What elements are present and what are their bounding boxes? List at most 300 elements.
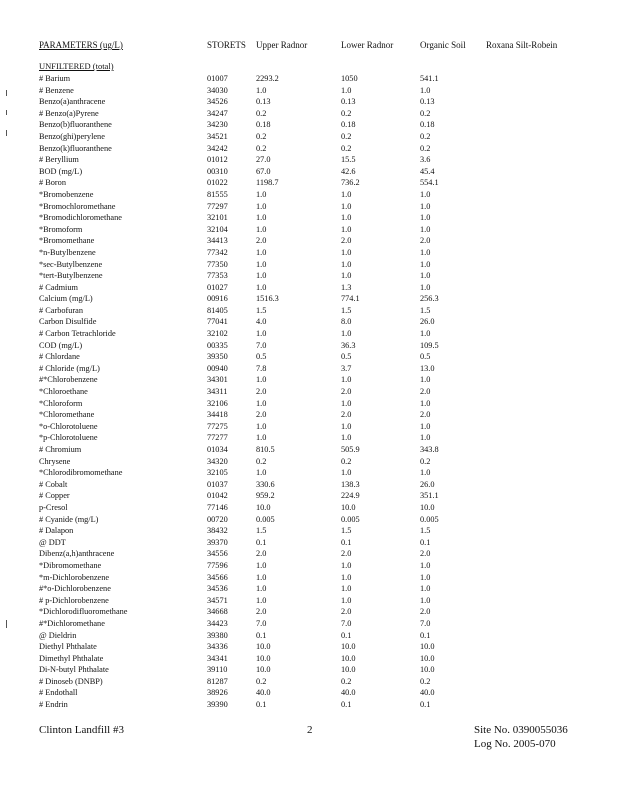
- organic-soil-value: 10.0: [420, 665, 435, 675]
- organic-soil-value: 1.0: [420, 259, 431, 269]
- storet-code: 34556: [207, 549, 228, 559]
- lower-radnor-value: 36.3: [341, 340, 356, 350]
- upper-radnor-value: 7.8: [256, 363, 267, 373]
- table-row: [0, 154, 618, 166]
- parameter-name: # Benzo(a)Pyrene: [39, 108, 99, 118]
- storet-code: 34423: [207, 618, 228, 628]
- upper-radnor-value: 2.0: [256, 387, 267, 397]
- lower-radnor-value: 1.0: [341, 595, 352, 605]
- table-row: [0, 143, 618, 155]
- lower-radnor-value: 7.0: [341, 618, 352, 628]
- storet-code: 77350: [207, 259, 228, 269]
- organic-soil-value: 0.005: [420, 514, 439, 524]
- scan-mark: [6, 130, 7, 136]
- organic-soil-value: 1.0: [420, 398, 431, 408]
- organic-soil-value: 26.0: [420, 479, 435, 489]
- table-row: [0, 653, 618, 665]
- footer-site-name: Clinton Landfill #3: [39, 724, 124, 736]
- organic-soil-value: 1.0: [420, 468, 431, 478]
- parameter-name: # Cadmium: [39, 282, 78, 292]
- parameter-name: # p-Dichlorobenzene: [39, 595, 109, 605]
- storet-code: 01034: [207, 445, 228, 454]
- upper-radnor-value: 2.0: [256, 236, 267, 246]
- parameter-name: # Chlordane: [39, 352, 80, 362]
- upper-radnor-value: 1.0: [256, 271, 267, 281]
- upper-radnor-value: 0.2: [256, 456, 267, 466]
- storet-code: 01022: [207, 178, 228, 188]
- storet-code: 32104: [207, 224, 228, 234]
- storet-code: 00310: [207, 166, 228, 176]
- header-roxana-silt: Roxana Silt-Robein: [486, 40, 558, 50]
- parameter-name: Di-N-butyl Phthalate: [39, 665, 109, 675]
- storet-code: 00940: [207, 363, 228, 373]
- table-row: [0, 595, 618, 607]
- storet-code: 34341: [207, 653, 228, 663]
- storet-code: 01042: [207, 491, 228, 501]
- table-row: [0, 351, 618, 363]
- storet-code: 00335: [207, 340, 228, 350]
- organic-soil-value: 1.0: [420, 375, 431, 385]
- lower-radnor-value: 138.3: [341, 479, 360, 489]
- parameter-name: # Beryllium: [39, 155, 79, 165]
- lower-radnor-value: 15.5: [341, 155, 356, 165]
- storet-code: 34301: [207, 375, 228, 385]
- organic-soil-value: 0.13: [420, 97, 435, 107]
- table-row: [0, 235, 618, 247]
- header-storets: STORETS: [207, 40, 246, 50]
- organic-soil-value: 256.3: [420, 294, 439, 304]
- upper-radnor-value: 0.005: [256, 514, 275, 524]
- parameter-name: # Dalapon: [39, 526, 74, 536]
- parameter-name: @ DDT: [39, 537, 66, 547]
- scan-mark: [6, 90, 7, 96]
- parameter-name: # Cyanide (mg/L): [39, 514, 99, 524]
- table-row: [0, 189, 618, 201]
- upper-radnor-value: 1.0: [256, 560, 267, 570]
- storet-code: 34311: [207, 387, 228, 397]
- parameter-name: *Dichlorodifluoromethane: [39, 607, 128, 617]
- table-row: [0, 444, 618, 456]
- upper-radnor-value: 10.0: [256, 665, 271, 675]
- table-row: [0, 363, 618, 375]
- parameter-name: Benzo(a)anthracene: [39, 97, 106, 107]
- table-row: [0, 618, 618, 630]
- table-row: [0, 421, 618, 433]
- lower-radnor-value: 1.5: [341, 305, 352, 315]
- upper-radnor-value: 0.2: [256, 108, 267, 118]
- upper-radnor-value: 1.0: [256, 247, 267, 257]
- upper-radnor-value: 0.1: [256, 700, 267, 710]
- footer-site-no: Site No. 0390055036: [474, 724, 568, 736]
- table-row: [0, 374, 618, 386]
- parameter-name: *tert-Butylbenzene: [39, 271, 103, 281]
- organic-soil-value: 1.0: [420, 213, 431, 223]
- parameter-name: Dibenz(a,h)anthracene: [39, 549, 115, 559]
- parameter-name: *Bromobenzene: [39, 189, 94, 199]
- lower-radnor-value: 774.1: [341, 294, 360, 304]
- upper-radnor-value: 0.1: [256, 630, 267, 640]
- parameter-name: # Chloride (mg/L): [39, 363, 100, 373]
- organic-soil-value: 0.1: [420, 537, 431, 547]
- organic-soil-value: 45.4: [420, 166, 435, 176]
- upper-radnor-value: 1.0: [256, 201, 267, 211]
- storet-code: 32106: [207, 398, 228, 408]
- organic-soil-value: 2.0: [420, 387, 431, 397]
- lower-radnor-value: 10.0: [341, 665, 356, 675]
- parameter-name: Calcium (mg/L): [39, 294, 93, 304]
- upper-radnor-value: 1.0: [256, 584, 267, 594]
- parameter-name: Diethyl Phthalate: [39, 642, 97, 652]
- storet-code: 34521: [207, 131, 228, 141]
- organic-soil-value: 1.0: [420, 433, 431, 443]
- lower-radnor-value: 1.0: [341, 247, 352, 257]
- table-row: [0, 398, 618, 410]
- parameter-name: # Endrin: [39, 700, 68, 710]
- storet-code: 77277: [207, 433, 228, 443]
- storet-code: 77041: [207, 317, 228, 327]
- organic-soil-value: 0.2: [420, 456, 431, 466]
- table-row: [0, 560, 618, 572]
- upper-radnor-value: 10.0: [256, 653, 271, 663]
- table-row: [0, 282, 618, 294]
- lower-radnor-value: 10.0: [341, 653, 356, 663]
- organic-soil-value: 40.0: [420, 688, 435, 698]
- upper-radnor-value: 0.13: [256, 97, 271, 107]
- parameter-name: *n-Butylbenzene: [39, 247, 96, 257]
- organic-soil-value: 0.2: [420, 143, 431, 153]
- table-row: [0, 490, 618, 502]
- lower-radnor-value: 2.0: [341, 607, 352, 617]
- lower-radnor-value: 1.5: [341, 526, 352, 536]
- upper-radnor-value: 0.2: [256, 143, 267, 153]
- upper-radnor-value: 1.0: [256, 433, 267, 443]
- organic-soil-value: 3.6: [420, 155, 431, 165]
- upper-radnor-value: 7.0: [256, 340, 267, 350]
- lower-radnor-value: 0.2: [341, 143, 352, 153]
- storet-code: 39110: [207, 665, 228, 675]
- storet-code: 77275: [207, 421, 228, 431]
- lower-radnor-value: 2.0: [341, 549, 352, 559]
- lower-radnor-value: 1.3: [341, 282, 352, 292]
- organic-soil-value: 2.0: [420, 236, 431, 246]
- storet-code: 77353: [207, 271, 228, 281]
- organic-soil-value: 554.1: [420, 178, 439, 188]
- organic-soil-value: 1.5: [420, 305, 431, 315]
- table-row: [0, 664, 618, 676]
- lower-radnor-value: 224.9: [341, 491, 360, 501]
- upper-radnor-value: 1.0: [256, 282, 267, 292]
- storet-code: 39390: [207, 700, 228, 710]
- lower-radnor-value: 2.0: [341, 410, 352, 420]
- upper-radnor-value: 1.0: [256, 375, 267, 385]
- upper-radnor-value: 1.0: [256, 572, 267, 582]
- organic-soil-value: 1.0: [420, 271, 431, 281]
- upper-radnor-value: 40.0: [256, 688, 271, 698]
- organic-soil-value: 1.0: [420, 201, 431, 211]
- table-row: [0, 456, 618, 468]
- parameter-name: # Benzene: [39, 85, 74, 95]
- storet-code: 34230: [207, 120, 228, 130]
- table-row: [0, 386, 618, 398]
- storet-code: 81405: [207, 305, 228, 315]
- upper-radnor-value: 330.6: [256, 479, 275, 489]
- organic-soil-value: 1.0: [420, 560, 431, 570]
- table-row: [0, 340, 618, 352]
- lower-radnor-value: 10.0: [341, 502, 356, 512]
- upper-radnor-value: 0.2: [256, 676, 267, 686]
- storet-code: 01027: [207, 282, 228, 292]
- table-row: [0, 537, 618, 549]
- header-organic-soil: Organic Soil: [420, 40, 466, 50]
- organic-soil-value: 10.0: [420, 653, 435, 663]
- lower-radnor-value: 1.0: [341, 259, 352, 269]
- organic-soil-value: 1.0: [420, 189, 431, 199]
- organic-soil-value: 13.0: [420, 363, 435, 373]
- parameter-name: #*Chlorobenzene: [39, 375, 98, 385]
- lower-radnor-value: 40.0: [341, 688, 356, 698]
- table-row: [0, 316, 618, 328]
- organic-soil-value: 541.1: [420, 74, 439, 83]
- organic-soil-value: 26.0: [420, 317, 435, 327]
- organic-soil-value: 343.8: [420, 445, 439, 454]
- parameter-name: #*o-Dichlorobenzene: [39, 584, 111, 594]
- upper-radnor-value: 0.2: [256, 131, 267, 141]
- parameter-name: *Bromomethane: [39, 236, 95, 246]
- storet-code: 00916: [207, 294, 228, 304]
- table-row: [0, 201, 618, 213]
- parameter-name: COD (mg/L): [39, 340, 83, 350]
- upper-radnor-value: 1.0: [256, 189, 267, 199]
- table-row: [0, 572, 618, 584]
- parameter-name: # Endothall: [39, 688, 78, 698]
- storet-code: 32105: [207, 468, 228, 478]
- table-row: [0, 606, 618, 618]
- table-row: [0, 166, 618, 178]
- table-row: [0, 699, 618, 711]
- organic-soil-value: 1.0: [420, 595, 431, 605]
- organic-soil-value: 0.1: [420, 630, 431, 640]
- storet-code: 01007: [207, 74, 228, 83]
- upper-radnor-value: 0.18: [256, 120, 271, 130]
- upper-radnor-value: 2.0: [256, 549, 267, 559]
- storet-code: 34030: [207, 85, 228, 95]
- parameter-name: *Chloroform: [39, 398, 83, 408]
- storet-code: 77146: [207, 502, 228, 512]
- parameter-name: *p-Chlorotoluene: [39, 433, 98, 443]
- lower-radnor-value: 736.2: [341, 178, 360, 188]
- table-row: [0, 409, 618, 421]
- organic-soil-value: 1.0: [420, 282, 431, 292]
- storet-code: 34566: [207, 572, 228, 582]
- lower-radnor-value: 1.0: [341, 584, 352, 594]
- storet-code: 00720: [207, 514, 228, 524]
- upper-radnor-value: 810.5: [256, 445, 275, 454]
- parameter-name: Chrysene: [39, 456, 71, 466]
- table-row: [0, 479, 618, 491]
- upper-radnor-value: 7.0: [256, 618, 267, 628]
- parameter-name: # Chromium: [39, 445, 82, 454]
- parameter-table: [0, 73, 618, 711]
- table-row: [0, 687, 618, 699]
- storet-code: 77297: [207, 201, 228, 211]
- table-row: [0, 432, 618, 444]
- table-row: [0, 224, 618, 236]
- parameter-name: *Chloroethane: [39, 387, 88, 397]
- table-row: [0, 108, 618, 120]
- upper-radnor-value: 1.0: [256, 259, 267, 269]
- upper-radnor-value: 67.0: [256, 166, 271, 176]
- upper-radnor-value: 1.5: [256, 526, 267, 536]
- organic-soil-value: 2.0: [420, 549, 431, 559]
- lower-radnor-value: 10.0: [341, 642, 356, 652]
- storet-code: 39370: [207, 537, 228, 547]
- storet-code: 32101: [207, 213, 228, 223]
- upper-radnor-value: 2.0: [256, 410, 267, 420]
- lower-radnor-value: 0.18: [341, 120, 356, 130]
- storet-code: 38926: [207, 688, 228, 698]
- upper-radnor-value: 1.0: [256, 224, 267, 234]
- lower-radnor-value: 8.0: [341, 317, 352, 327]
- lower-radnor-value: 1.0: [341, 213, 352, 223]
- upper-radnor-value: 1.0: [256, 329, 267, 339]
- scan-mark: [6, 110, 7, 115]
- upper-radnor-value: 1.0: [256, 421, 267, 431]
- table-row: [0, 641, 618, 653]
- section-unfiltered: UNFILTERED (total): [39, 61, 114, 71]
- table-row: [0, 270, 618, 282]
- header-lower-radnor: Lower Radnor: [341, 40, 394, 50]
- parameter-name: @ Dieldrin: [39, 630, 77, 640]
- upper-radnor-value: 1.0: [256, 468, 267, 478]
- organic-soil-value: 7.0: [420, 618, 431, 628]
- upper-radnor-value: 2293.2: [256, 74, 279, 83]
- lower-radnor-value: 1.0: [341, 329, 352, 339]
- table-row: [0, 548, 618, 560]
- lower-radnor-value: 0.1: [341, 630, 352, 640]
- upper-radnor-value: 1.5: [256, 305, 267, 315]
- lower-radnor-value: 0.1: [341, 700, 352, 710]
- table-row: [0, 247, 618, 259]
- upper-radnor-value: 1.0: [256, 213, 267, 223]
- storet-code: 34336: [207, 642, 228, 652]
- table-row: [0, 177, 618, 189]
- parameter-name: # Carbofuran: [39, 305, 84, 315]
- lower-radnor-value: 0.2: [341, 108, 352, 118]
- storet-code: 01037: [207, 479, 228, 489]
- upper-radnor-value: 27.0: [256, 155, 271, 165]
- parameter-name: *Dibromomethane: [39, 560, 102, 570]
- storet-code: 39380: [207, 630, 228, 640]
- parameter-name: *Bromodichloromethane: [39, 213, 122, 223]
- table-row: [0, 293, 618, 305]
- upper-radnor-value: 10.0: [256, 642, 271, 652]
- lower-radnor-value: 0.005: [341, 514, 360, 524]
- organic-soil-value: 0.2: [420, 131, 431, 141]
- storet-code: 34418: [207, 410, 228, 420]
- organic-soil-value: 351.1: [420, 491, 439, 501]
- upper-radnor-value: 1516.3: [256, 294, 279, 304]
- organic-soil-value: 1.0: [420, 85, 431, 95]
- organic-soil-value: 1.0: [420, 224, 431, 234]
- storet-code: 34247: [207, 108, 228, 118]
- storet-code: 34320: [207, 456, 228, 466]
- table-row: [0, 305, 618, 317]
- lower-radnor-value: 1.0: [341, 201, 352, 211]
- table-row: [0, 583, 618, 595]
- storet-code: 77342: [207, 247, 228, 257]
- upper-radnor-value: 2.0: [256, 607, 267, 617]
- parameter-name: *Chlorodibromomethane: [39, 468, 123, 478]
- upper-radnor-value: 1.0: [256, 398, 267, 408]
- organic-soil-value: 0.5: [420, 352, 431, 362]
- lower-radnor-value: 505.9: [341, 445, 360, 454]
- parameter-name: #*Dichloromethane: [39, 618, 105, 628]
- lower-radnor-value: 1050: [341, 74, 358, 83]
- footer-log-no: Log No. 2005-070: [474, 738, 556, 750]
- parameter-name: # Carbon Tetrachloride: [39, 329, 116, 339]
- organic-soil-value: 0.1: [420, 700, 431, 710]
- lower-radnor-value: 0.13: [341, 97, 356, 107]
- lower-radnor-value: 0.5: [341, 352, 352, 362]
- lower-radnor-value: 1.0: [341, 398, 352, 408]
- organic-soil-value: 1.0: [420, 247, 431, 257]
- lower-radnor-value: 42.6: [341, 166, 356, 176]
- table-row: [0, 131, 618, 143]
- upper-radnor-value: 0.5: [256, 352, 267, 362]
- lower-radnor-value: 0.2: [341, 456, 352, 466]
- lower-radnor-value: 2.0: [341, 387, 352, 397]
- table-row: [0, 514, 618, 526]
- table-row: [0, 73, 618, 85]
- parameter-name: Carbon Disulfide: [39, 317, 97, 327]
- table-row: [0, 467, 618, 479]
- parameter-name: *Bromoform: [39, 224, 83, 234]
- parameter-name: Benzo(k)fluoranthene: [39, 143, 112, 153]
- parameter-name: Benzo(ghi)perylene: [39, 131, 105, 141]
- parameter-name: *Bromochloromethane: [39, 201, 116, 211]
- storet-code: 32102: [207, 329, 228, 339]
- storet-code: 01012: [207, 155, 228, 165]
- parameter-name: p-Cresol: [39, 502, 68, 512]
- table-row: [0, 212, 618, 224]
- lower-radnor-value: 1.0: [341, 189, 352, 199]
- table-row: [0, 328, 618, 340]
- parameter-name: # Dinoseb (DNBP): [39, 676, 103, 686]
- upper-radnor-value: 4.0: [256, 317, 267, 327]
- storet-code: 81287: [207, 676, 228, 686]
- organic-soil-value: 1.5: [420, 526, 431, 536]
- upper-radnor-value: 1.0: [256, 595, 267, 605]
- header-parameters: PARAMETERS (ug/L): [39, 40, 123, 50]
- lower-radnor-value: 1.0: [341, 560, 352, 570]
- lower-radnor-value: 1.0: [341, 421, 352, 431]
- organic-soil-value: 2.0: [420, 607, 431, 617]
- storet-code: 34413: [207, 236, 228, 246]
- organic-soil-value: 0.2: [420, 676, 431, 686]
- lower-radnor-value: 1.0: [341, 85, 352, 95]
- lower-radnor-value: 1.0: [341, 433, 352, 443]
- organic-soil-value: 2.0: [420, 410, 431, 420]
- storet-code: 77596: [207, 560, 228, 570]
- lower-radnor-value: 3.7: [341, 363, 352, 373]
- parameter-name: # Copper: [39, 491, 70, 501]
- parameter-name: *Chloromethane: [39, 410, 95, 420]
- parameter-name: *m-Dichlorobenzene: [39, 572, 110, 582]
- lower-radnor-value: 0.1: [341, 537, 352, 547]
- storet-code: 81555: [207, 189, 228, 199]
- table-row: [0, 676, 618, 688]
- organic-soil-value: 0.2: [420, 108, 431, 118]
